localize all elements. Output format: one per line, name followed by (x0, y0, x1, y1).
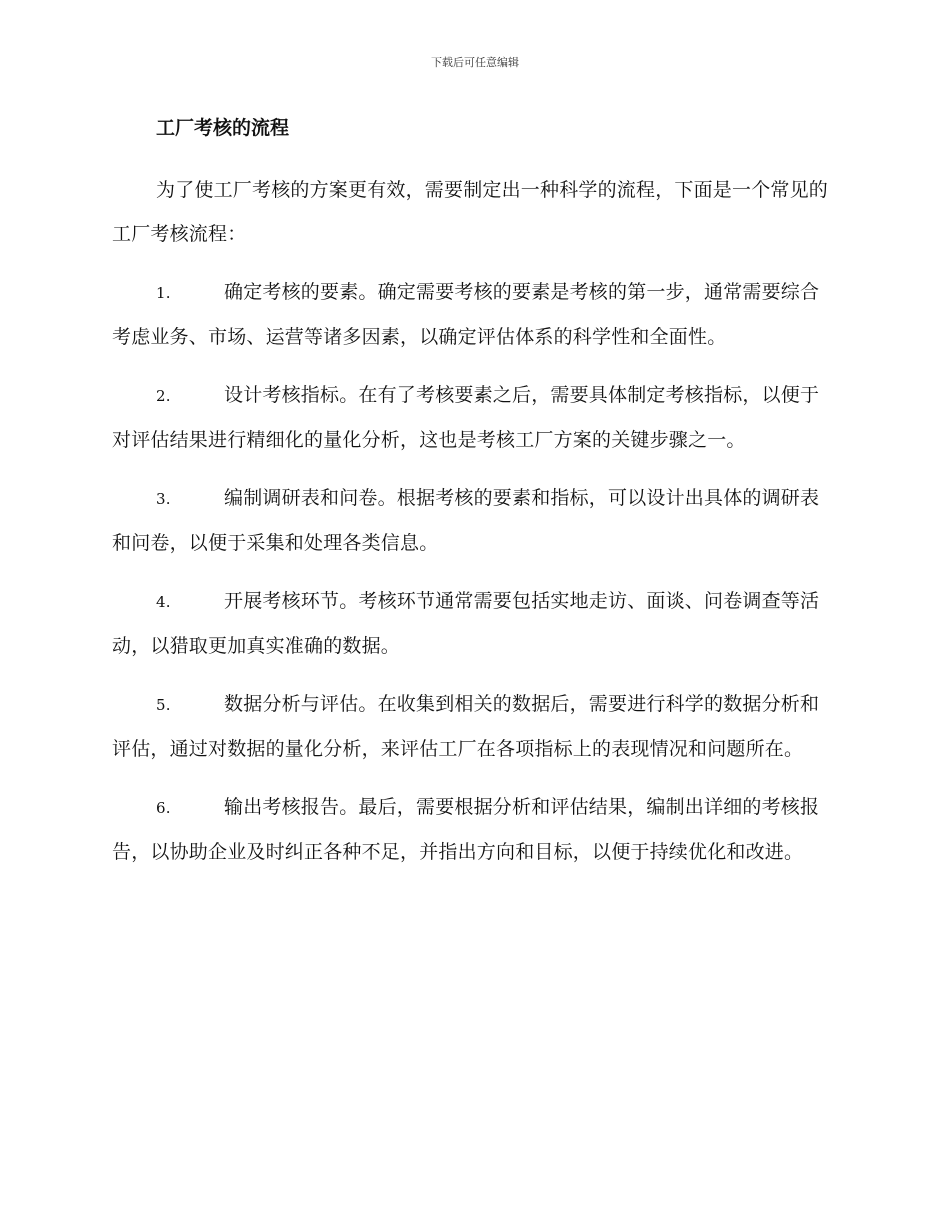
list-item-number: 1. (156, 284, 171, 302)
list-item-number: 5. (156, 696, 171, 714)
list-item-number: 3. (156, 490, 171, 508)
list-item-step-5 (112, 682, 834, 771)
list-item-text: 数据分析与评估。在收集到相关的数据后，需要进行科学的数据分析和评估，通过对数据的量化分析，来评估工厂在各项指标上的表现情况和问题所在。 (112, 693, 820, 760)
list-item-number: 2. (156, 387, 171, 405)
intro-paragraph: 为了使工厂考核的方案更有效，需要制定出一种科学的流程，下面是一个常见的工厂考核流程： (112, 179, 829, 245)
list-item-step-6 (112, 785, 834, 874)
list-item-step-3 (112, 476, 834, 565)
list-item-text: 设计考核指标。在有了考核要素之后，需要具体制定考核指标，以便于对评估结果进行精细化的量化分析，这也是考核工厂方案的关键步骤之一。 (112, 384, 820, 451)
list-item-text: 确定考核的要素。确定需要考核的要素是考核的第一步，通常需要综合考虑业务、市场、运营等诸多因素，以确定评估体系的科学性和全面性。 (112, 281, 820, 348)
list-item-step-4 (112, 579, 834, 668)
document-title: 工厂考核的流程 (156, 117, 290, 139)
list-item-text: 开展考核环节。考核环节通常需要包括实地走访、面谈、问卷调查等活动，以猎取更加真实准确的数据。 (112, 590, 820, 657)
list-item-text: 编制调研表和问卷。根据考核的要素和指标，可以设计出具体的调研表和问卷，以便于采集和处理各类信息。 (112, 487, 820, 554)
list-item-number: 4. (156, 593, 171, 611)
list-item-number: 6. (156, 799, 171, 817)
list-item-step-2 (112, 373, 834, 462)
list-item-text: 输出考核报告。最后，需要根据分析和评估结果，编制出详细的考核报告，以协助企业及时纠正各种不足，并指出方向和目标，以便于持续优化和改进。 (112, 796, 820, 863)
list-item-step-1 (112, 270, 834, 359)
page-header-note: 下载后可任意编辑 (431, 56, 519, 69)
document-body (112, 112, 834, 888)
